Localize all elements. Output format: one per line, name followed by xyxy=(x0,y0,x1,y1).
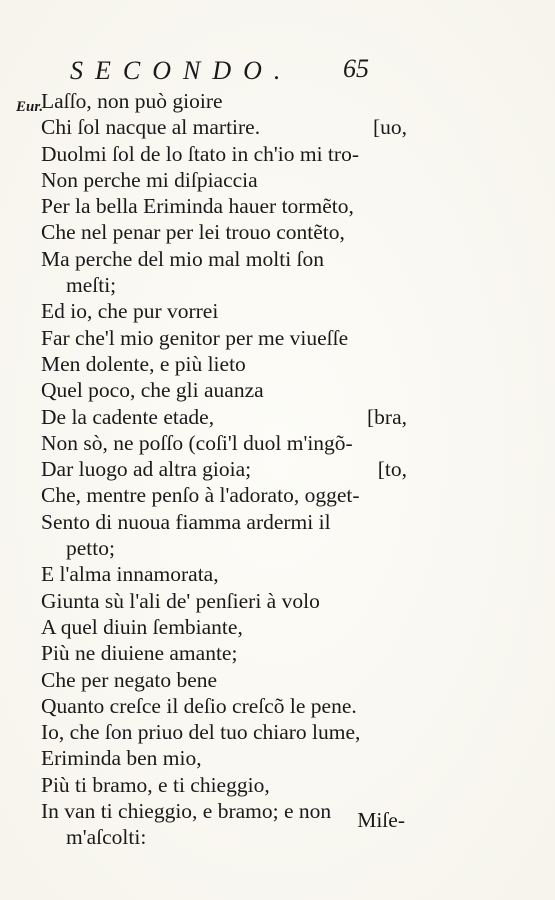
verse-line xyxy=(0,430,555,456)
verse-line-text: petto; xyxy=(66,536,115,561)
verse-line-text: Che, mentre penſo à l'adorato, ogget- xyxy=(41,483,360,508)
verse-line xyxy=(0,272,555,298)
verse-line xyxy=(0,535,555,561)
verse-line-text: Per la bella Eriminda hauer tormẽto, xyxy=(41,194,354,219)
verse-line-text: De la cadente etade, xyxy=(41,404,215,429)
running-head xyxy=(0,48,555,88)
verse-line-text: Che nel penar per lei trouo contẽto, xyxy=(41,220,345,245)
verse-line-carryover: [uo, xyxy=(372,115,407,140)
verse-line-text: Eriminda ben mio, xyxy=(41,746,202,771)
running-head-title: SECONDO. xyxy=(70,56,293,85)
verse-line-text: E l'alma innamorata, xyxy=(41,562,219,587)
verse-line xyxy=(0,404,555,430)
verse-line xyxy=(0,351,555,377)
verse-line-text: Sento di nuoua fiamma ardermi il xyxy=(41,509,331,534)
verse-line xyxy=(0,614,555,640)
verse-line xyxy=(0,219,555,245)
catchword: Miſe- xyxy=(357,808,405,832)
page-number: 65 xyxy=(343,54,369,83)
verse-line-text: Ed io, che pur vorrei xyxy=(41,299,219,324)
verse-line-text: Dar luogo ad altra gioia; xyxy=(41,457,252,482)
verse-line xyxy=(0,482,555,508)
verse-line-text: A quel diuin ſembiante, xyxy=(41,614,243,639)
verse-line xyxy=(0,561,555,587)
verse-line-text: Far che'l mio genitor per me viueſſe xyxy=(41,325,349,350)
verse-line-text: Quel poco, che gli auanza xyxy=(41,378,264,403)
verse-line xyxy=(0,193,555,219)
verse-line-text: Chi ſol nacque al martire. xyxy=(41,115,261,140)
verse-line xyxy=(0,772,555,798)
verse-line xyxy=(0,456,555,482)
verse-line-text: Più ne diuiene amante; xyxy=(41,641,238,666)
verse-line xyxy=(0,325,555,351)
speaker-label: Eur. xyxy=(16,99,44,115)
verse-line-text: Laſſo, non può gioire xyxy=(41,89,223,113)
verse-line xyxy=(0,824,555,850)
verse-line-text: Giunta sù l'ali de' penſieri à volo xyxy=(41,588,320,613)
verse-line xyxy=(0,141,555,167)
verse-line-text: Io, che ſon priuo del tuo chiaro lume, xyxy=(41,720,361,745)
verse-line-text: Duolmi ſol de lo ſtato in ch'io mi tro- xyxy=(41,141,359,166)
verse-line xyxy=(0,246,555,272)
verse-line-text: meſti; xyxy=(66,273,117,298)
verse-line-text: Che per negato bene xyxy=(41,667,218,692)
verse-line xyxy=(0,745,555,771)
verse-line-text: Men dolente, e più lieto xyxy=(41,351,246,376)
verse-line xyxy=(0,798,555,824)
verse-line-text: Non sò, ne poſſo (coſi'l duol m'ingõ- xyxy=(41,430,353,455)
verse-line xyxy=(0,509,555,535)
verse-line-text: Più ti bramo, e ti chieggio, xyxy=(41,772,270,797)
verse-line xyxy=(0,114,555,140)
verse-line-text: Ma perche del mio mal molti ſon xyxy=(41,246,325,271)
verse-line-text: Quanto creſce il deſio creſcõ le pene. xyxy=(41,693,357,718)
verse-line xyxy=(0,588,555,614)
verse-line-text: Non perche mi diſpiaccia xyxy=(41,167,258,192)
verse-line xyxy=(0,719,555,745)
verse-line xyxy=(0,377,555,403)
verse-line xyxy=(0,88,555,114)
verse-line-carryover: [to, xyxy=(377,457,407,482)
verse-line xyxy=(0,298,555,324)
verse-line xyxy=(0,667,555,693)
verse-line-text: In van ti chieggio, e bramo; e non xyxy=(41,799,332,824)
verse-line xyxy=(0,640,555,666)
verse-line-carryover: [bra, xyxy=(367,404,407,429)
verse-body xyxy=(0,88,555,851)
verse-line-text: m'aſcolti: xyxy=(66,825,147,850)
verse-line xyxy=(0,693,555,719)
verse-line xyxy=(0,167,555,193)
